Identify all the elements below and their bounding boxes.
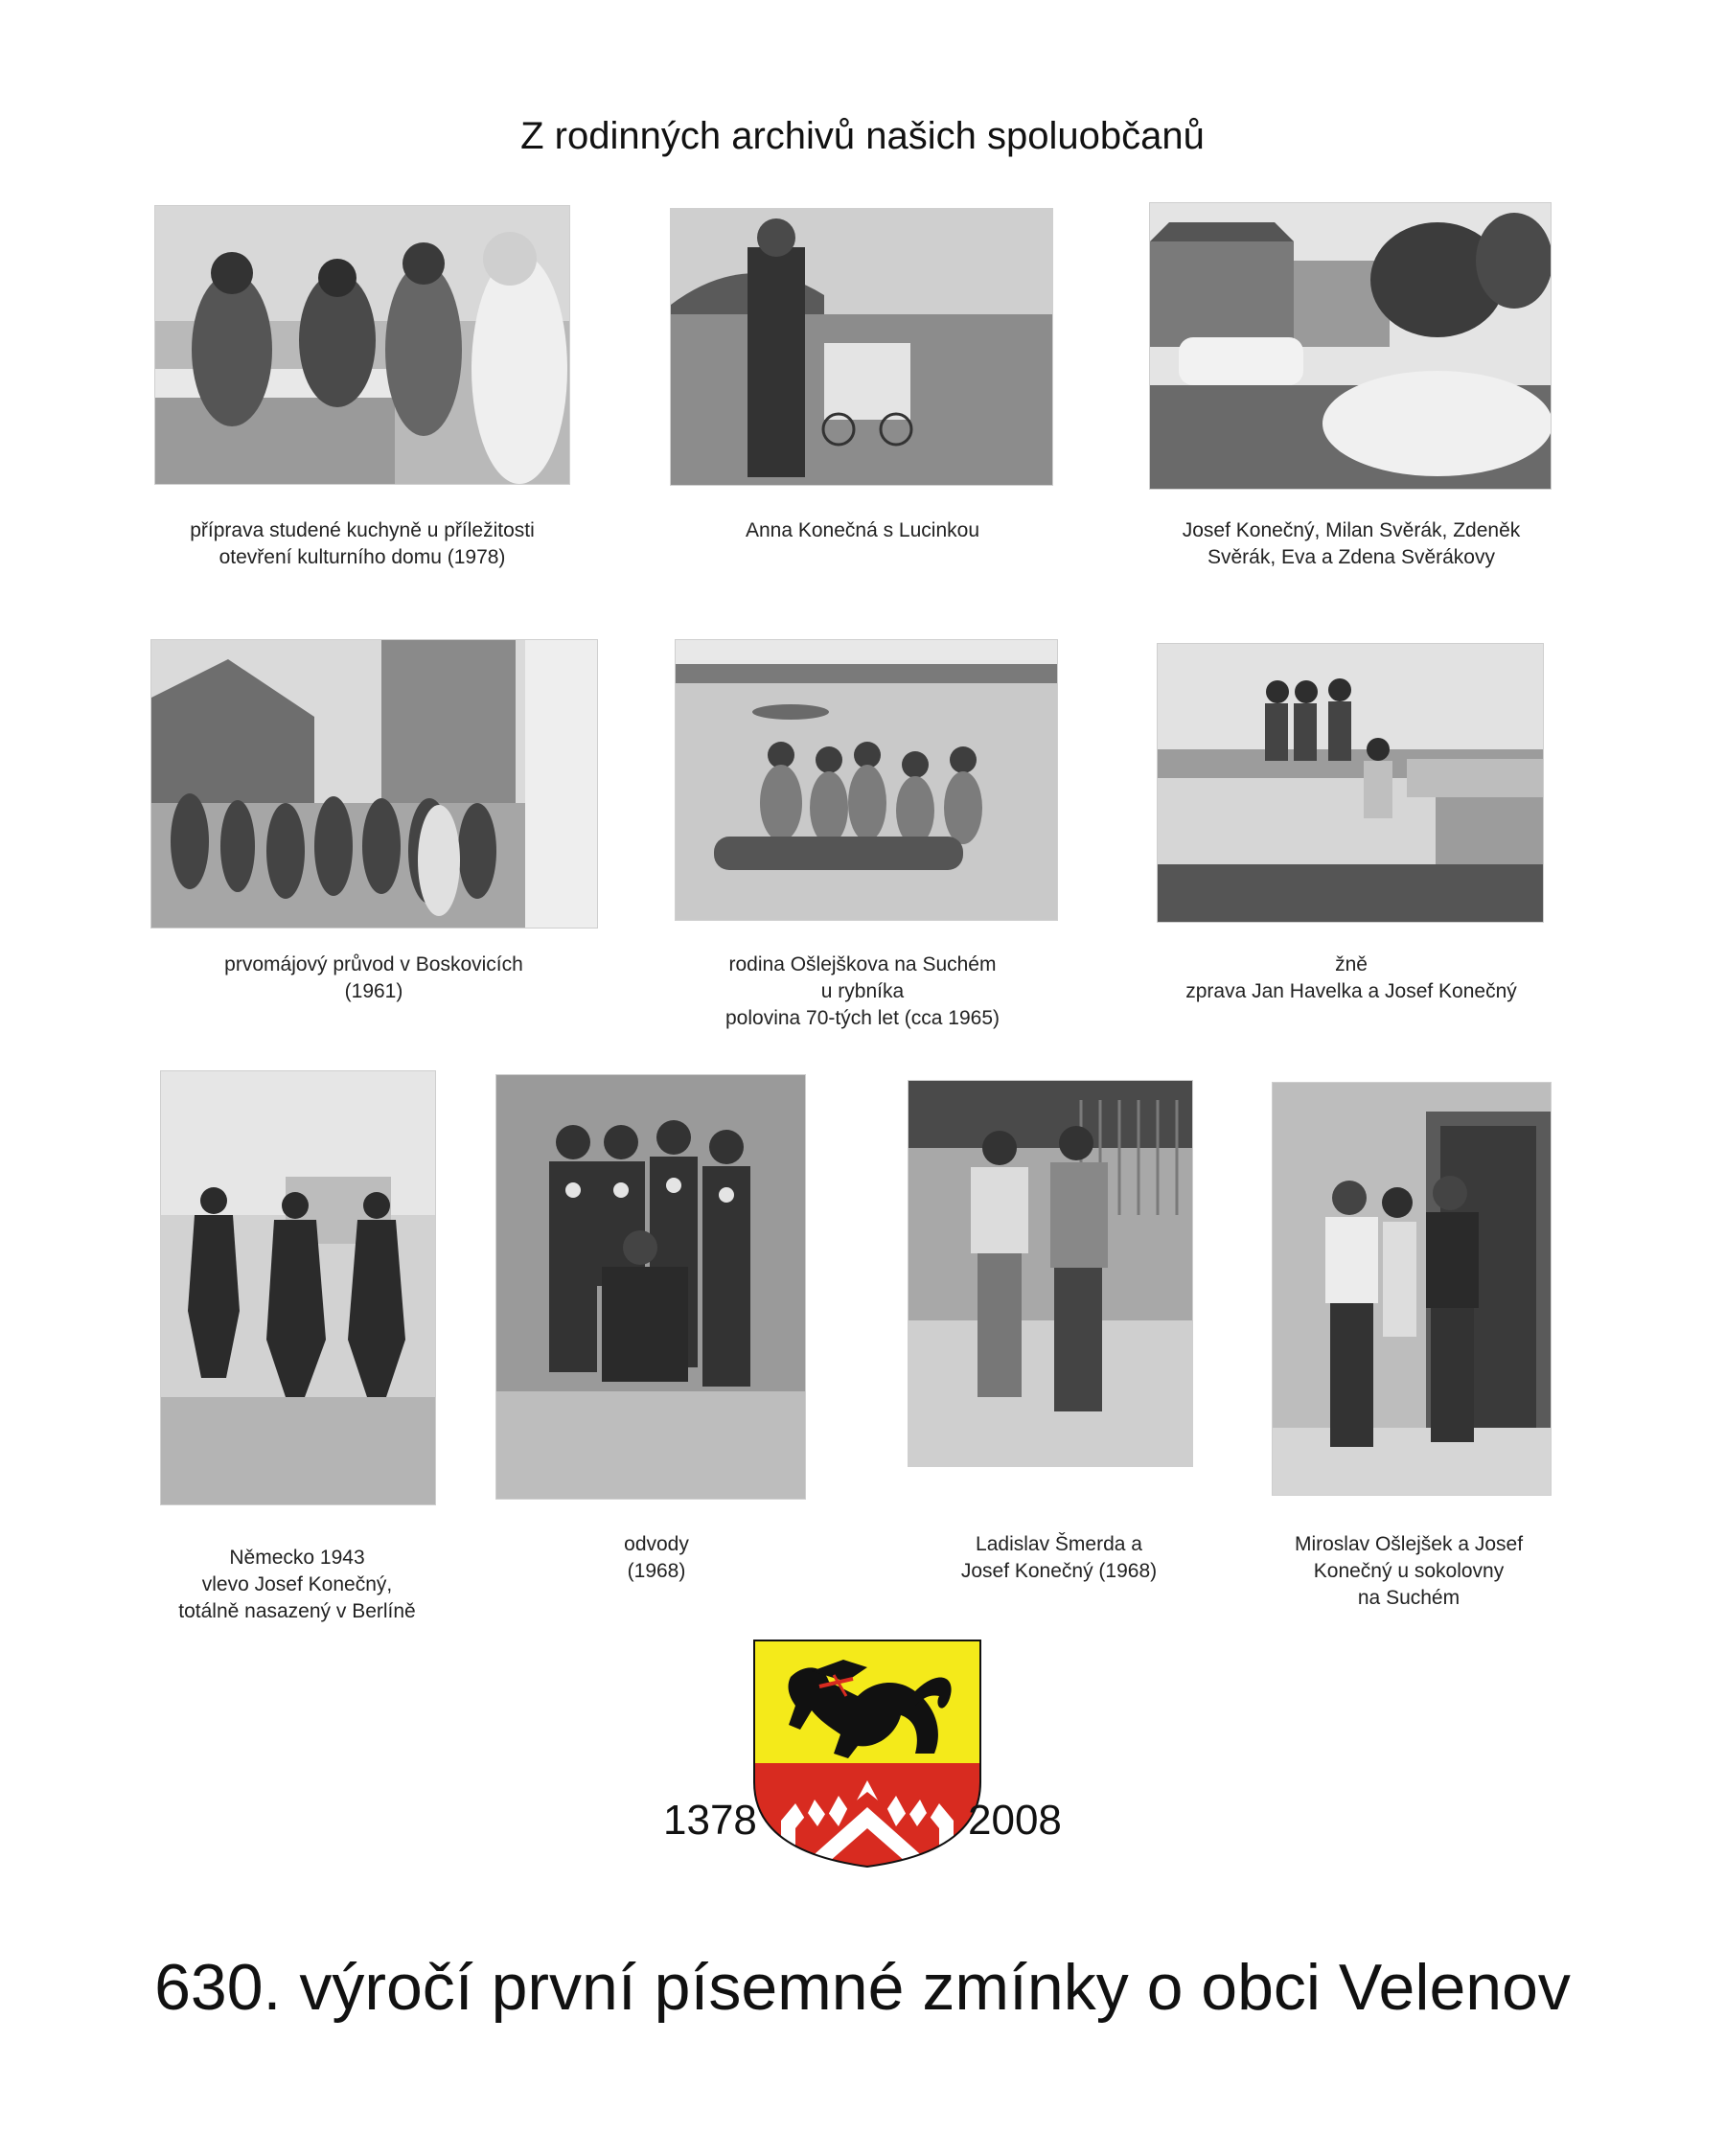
caption-harvest: žně zprava Jan Havelka a Josef Konečný	[1185, 953, 1517, 1002]
photo-germany-1943	[161, 1071, 435, 1504]
caption-germany-1943: Německo 1943 vlevo Josef Konečný, totálně nasazený v Berlíně	[178, 1547, 416, 1622]
caption-may-day-parade: prvomájový průvod v Boskovicích (1961)	[224, 953, 523, 1002]
caption-oslejsek-konecny-sokolovna: Miroslav Ošlejšek a Josef Konečný u sokolovny na Suchém	[1294, 1533, 1524, 1609]
year-left: 1378	[663, 1797, 757, 1844]
photo-may-day-parade	[151, 640, 597, 928]
caption-oslejsek-family-pond: rodina Ošlejškova na Suchém u rybníka polovina 70-tých let (cca 1965)	[725, 953, 1000, 1029]
velenov-coat-of-arms	[752, 1639, 982, 1869]
caption-smerda-konecny: Ladislav Šmerda a Josef Konečný (1968)	[960, 1533, 1158, 1582]
caption-anna-konecna: Anna Konečná s Lucinkou	[745, 519, 979, 541]
photo-oslejsek-konecny-sokolovna	[1273, 1083, 1551, 1495]
caption-sverak-family: Josef Konečný, Milan Svěrák, Zdeněk Svěrák, Eva a Zdena Svěrákovy	[1182, 519, 1521, 568]
footer-title: 630. výročí první písemné zmínky o obci Velenov	[154, 1951, 1571, 2024]
photo-cold-kitchen	[155, 206, 569, 484]
caption-cold-kitchen: příprava studené kuchyně u příležitosti otevření kulturního domu (1978)	[190, 519, 535, 568]
photo-conscription-1968	[496, 1075, 805, 1499]
photo-anna-konecna	[671, 209, 1052, 485]
caption-conscription-1968: odvody (1968)	[624, 1533, 689, 1582]
photo-oslejsek-family-pond	[676, 640, 1057, 920]
photo-smerda-konecny	[908, 1081, 1192, 1466]
year-right: 2008	[968, 1797, 1062, 1844]
page-title: Z rodinných archivů našich spoluobčanů	[520, 115, 1205, 157]
photo-sverak-family	[1150, 203, 1551, 489]
photo-harvest	[1158, 644, 1543, 922]
